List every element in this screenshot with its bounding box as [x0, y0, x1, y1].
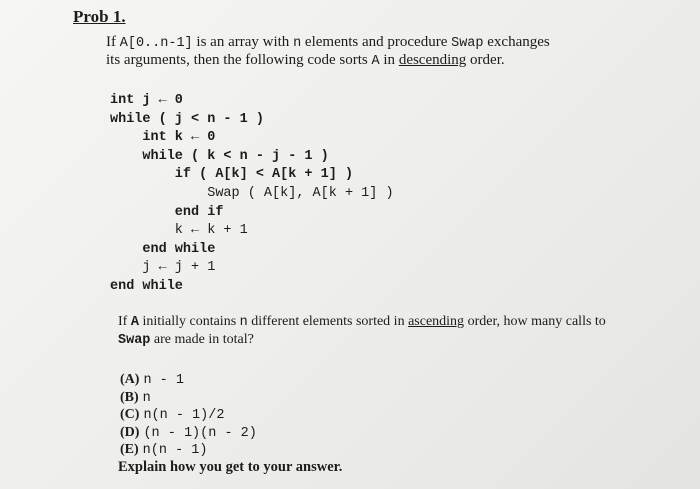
option-text: n — [142, 390, 151, 406]
option-label: (C) — [120, 407, 140, 422]
code-line: k ← k + 1 — [110, 223, 248, 239]
code-line: end if — [110, 204, 224, 220]
code-line: end while — [110, 279, 183, 294]
code-line: while ( k < n - j - 1 ) — [110, 148, 329, 164]
text-segment: order. — [466, 52, 505, 68]
text-segment: n — [239, 315, 248, 330]
code-line: j ← j + 1 — [110, 260, 216, 276]
text-segment: are made in total? — [150, 332, 254, 347]
option-label: (B) — [120, 389, 139, 405]
option-label: (E) — [120, 442, 139, 457]
problem-title: Prob 1. — [73, 7, 126, 26]
text-segment: A — [130, 315, 139, 330]
option-text: (n - 1)(n - 2) — [143, 425, 257, 441]
answer-option — [120, 405, 224, 423]
text-segment: ascending — [408, 314, 465, 329]
text-segment: If — [106, 34, 120, 50]
text-segment: Swap — [118, 333, 151, 348]
text-segment: is an array with — [192, 34, 294, 50]
text-segment: in — [379, 52, 399, 68]
question-line-2 — [118, 332, 254, 348]
code-line: Swap ( A[k], A[k + 1] ) — [110, 186, 394, 201]
text-segment: A — [371, 54, 380, 69]
text-segment: Swap — [451, 36, 484, 51]
code-line: end while — [110, 241, 216, 257]
option-text: n(n - 1)/2 — [143, 408, 225, 423]
answer-option — [120, 440, 207, 458]
option-text: n(n - 1) — [142, 443, 208, 458]
text-segment: order, how many calls to — [464, 314, 606, 329]
answer-option — [120, 423, 257, 441]
text-segment: elements and procedure — [301, 34, 452, 50]
text-segment: descending — [398, 52, 467, 68]
option-label: (A) — [120, 372, 140, 387]
text-segment: A[0..n-1] — [119, 36, 193, 51]
option-text: n - 1 — [143, 373, 184, 388]
text-segment: different elements sorted in — [247, 314, 409, 329]
explain-instruction: Explain how you get to your answer. — [118, 459, 343, 475]
code-line: int j ← 0 — [110, 93, 183, 108]
text-segment: exchanges — [483, 34, 550, 50]
question-line-1 — [118, 314, 606, 330]
text-segment: initially contains — [138, 314, 240, 329]
code-line: while ( j < n - 1 ) — [110, 111, 264, 127]
answer-option — [120, 388, 151, 406]
answer-option — [120, 370, 184, 388]
text-segment: If — [118, 314, 131, 329]
intro-line-2 — [106, 52, 505, 69]
option-label: (D) — [120, 424, 140, 440]
text-segment: its arguments, then the following code sorts — [106, 52, 372, 68]
code-line: if ( A[k] < A[k + 1] ) — [110, 167, 354, 183]
text-segment: n — [293, 36, 302, 51]
intro-line-1 — [106, 34, 550, 51]
code-line: int k ← 0 — [110, 130, 216, 146]
